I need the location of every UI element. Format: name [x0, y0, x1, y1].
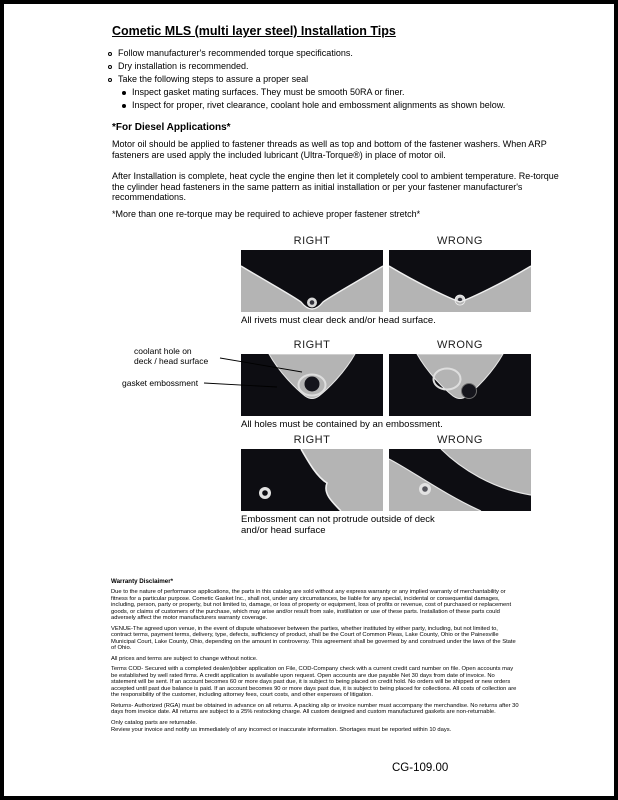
caption-line: Embossment can not protrude outside of deck — [241, 514, 435, 525]
right-label: RIGHT — [293, 434, 331, 446]
diagram-caption: All rivets must clear deck and/or head surface. — [241, 315, 436, 326]
wrong-label: WRONG — [437, 235, 483, 247]
diagram-row-rivets — [4, 233, 618, 333]
right-label: RIGHT — [293, 339, 331, 351]
diesel-paragraph-1: Motor oil should be applied to fastener threads as well as top and bottom of the fastener washers. When ARP fasteners are used apply the included lubricant (Ultra-Torque®) in place of motor oil. — [112, 139, 547, 160]
caption-line: and/or head surface — [241, 525, 326, 536]
embossment-right-diagram — [241, 354, 383, 416]
disclaimer-paragraph: Only catalog parts are returnable. — [111, 719, 198, 726]
disclaimer-heading: Warranty Disclaimer* — [111, 578, 174, 585]
page-title: Cometic MLS (multi layer steel) Installation Tips — [112, 24, 396, 38]
list-item — [122, 86, 588, 99]
sub-bullet-icon — [122, 91, 126, 95]
bullet-icon — [108, 52, 112, 56]
bullet-text: Follow manufacturer's recommended torque specifications. — [118, 48, 353, 58]
disclaimer-paragraph: Review your invoice and notify us immediately of any incorrect or inaccurate information. Shortages must be reported within 10 days. — [111, 726, 452, 733]
tips-list — [108, 47, 588, 112]
disclaimer-paragraph: Due to the nature of performance applications, the parts in this catalog are sold without any express warranty or any implied warranty of merchantability or fitness for a particular purpose. Cometic Gasket Inc., shall not, under any circumstances, be liable for any special, incidental or consequential damages, including, person, party or property, but not limited to, damage, or loss of property or equipment, loss of profits or revenue, cost of purchased or replacement goods, or claims of customers of the purchase, which may arise and/or result from sale, instillation or use of these parts. Installation of these parts could adversely affect the motor manufacturers warranty coverage. — [111, 589, 512, 621]
bullet-text: Take the following steps to assure a proper seal — [118, 74, 309, 84]
bullet-icon — [108, 78, 112, 82]
disclaimer-paragraph: All prices and terms are subject to change without notice. — [111, 655, 258, 662]
rivet-right-diagram — [241, 250, 383, 312]
coolant-hole-annotation — [134, 346, 229, 366]
diesel-paragraph-2: After Installation is complete, heat cycle the engine then let it completely cool to ambient temperature. Re-torque the cylinder head fasteners in the same pattern as initial installation or per your fastener manufacturer's recommendations. — [112, 171, 559, 202]
annotation-text: deck / head surface — [134, 356, 209, 366]
disclaimer-paragraph: Returns- Authorized (RGA) must be obtained in advance on all returns. A packing slip or invoice number must accompany the merchandise. No returns after 30 days from invoice date. All returns are subject to a 25% restocking charge. All custom designed and custom manufactured gaskets are non-returnable. — [111, 702, 519, 715]
protrusion-right-diagram — [241, 449, 383, 511]
gasket-embossment-annotation: gasket embossment — [122, 378, 199, 388]
right-label: RIGHT — [293, 235, 331, 247]
retorque-note: *More than one re-torque may be required to achieve proper fastener stretch* — [112, 209, 421, 219]
diagram-row-protrusion — [4, 432, 618, 536]
wrong-label: WRONG — [437, 434, 483, 446]
wrong-label: WRONG — [437, 339, 483, 351]
bullet-text: Inspect for proper, rivet clearance, coolant hole and embossment alignments as shown below. — [132, 100, 506, 110]
diesel-heading: *For Diesel Applications* — [112, 122, 231, 133]
embossment-wrong-diagram — [389, 354, 531, 416]
list-item — [122, 99, 588, 112]
bullet-text: Dry installation is recommended. — [118, 61, 249, 71]
rivet-wrong-diagram — [389, 250, 531, 312]
protrusion-wrong-diagram — [389, 449, 531, 511]
bullet-text: Inspect gasket mating surfaces. They must be smooth 50RA or finer. — [132, 87, 405, 97]
list-item — [108, 60, 588, 73]
list-item — [108, 47, 588, 60]
disclaimer-paragraph: Terms COD- Secured with a completed dealer/jobber application on File, COD-Company check with a current credit card number on file. Open accounts may be established by well rated firms. A credit application is available upon request. Open accounts are due payable Net 30 days from date of invoice. No statement will be sent. If an account becomes 60 or more days past due, it is subject to being placed on credit hold. No orders will be shipped or new orders accepted until past due balance is paid. If an account becomes 90 or more days past due, it is subject to being placed for collections. All costs of collection are the responsibility of the customer, including attorney fees, court costs, and other expenses of litigation. — [111, 666, 517, 698]
annotation-text: coolant hole on — [134, 346, 192, 356]
document-code: CG-109.00 — [392, 762, 449, 774]
list-item — [108, 73, 588, 86]
diagram-row-embossment — [4, 337, 618, 437]
bullet-icon — [108, 65, 112, 69]
warranty-disclaimer — [111, 578, 519, 737]
diagram-caption — [241, 514, 435, 536]
sub-bullet-icon — [122, 104, 126, 108]
disclaimer-paragraph: VENUE-The agreed upon venue, in the event of dispute whatsoever between the parties, whether instituted by either party, including, but not limited to, contract terms, payment terms, delivery, type, defects, sufficiency of product, shall be the Court of Common Pleas, Lake County, Ohio or the Painesville Municipal Court, Lake County, Ohio, depending on the amount in controversy. This agreement shall be governed by and construed under the laws of the State of Ohio. — [111, 625, 516, 651]
diagram-caption: All holes must be contained by an embossment. — [241, 419, 443, 430]
